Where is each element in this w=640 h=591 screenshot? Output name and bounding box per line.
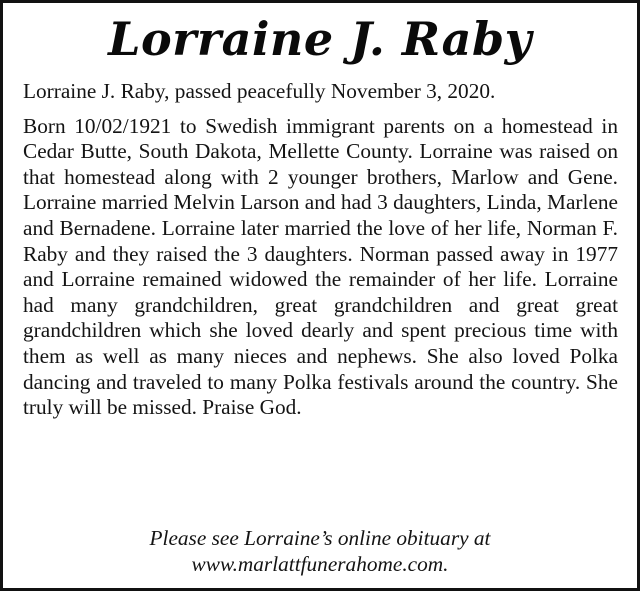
obituary-body bbox=[23, 79, 618, 421]
online-obituary-note bbox=[3, 526, 637, 577]
obituary-main-paragraph: Born 10/02/1921 to Swedish immigrant parents on a homestead in Cedar Butte, South Dakota, Mellette County. Lorraine was raised on that homestead along with 2 younger brothers, Marlow and Gene. Lorraine married Melvin Larson and had 3 daughters, Linda, Marlene and Bernadene. Lorraine later married the love of her life, Norman F. Raby and they raised the 3 daughters. Norman passed away in 1977 and Lorraine remained widowed the remainder of her life. Lorraine had many grandchildren, great grandchildren and great great grandchildren which she loved dearly and spent precious time with them as well as many nieces and nephews. She also loved Polka dancing and traveled to many Polka festivals around the country. She truly will be missed. Praise God. bbox=[23, 113, 618, 420]
funeral-home-website-link[interactable]: www.marlattfunerahome.com. bbox=[191, 551, 449, 576]
online-obituary-note-text: Please see Lorraine’s online obituary at bbox=[149, 526, 491, 550]
obituary-lead-sentence: Lorraine J. Raby, passed peacefully November 3, 2020. bbox=[23, 79, 496, 103]
obituary-title: Lorraine J. Raby bbox=[108, 12, 532, 66]
